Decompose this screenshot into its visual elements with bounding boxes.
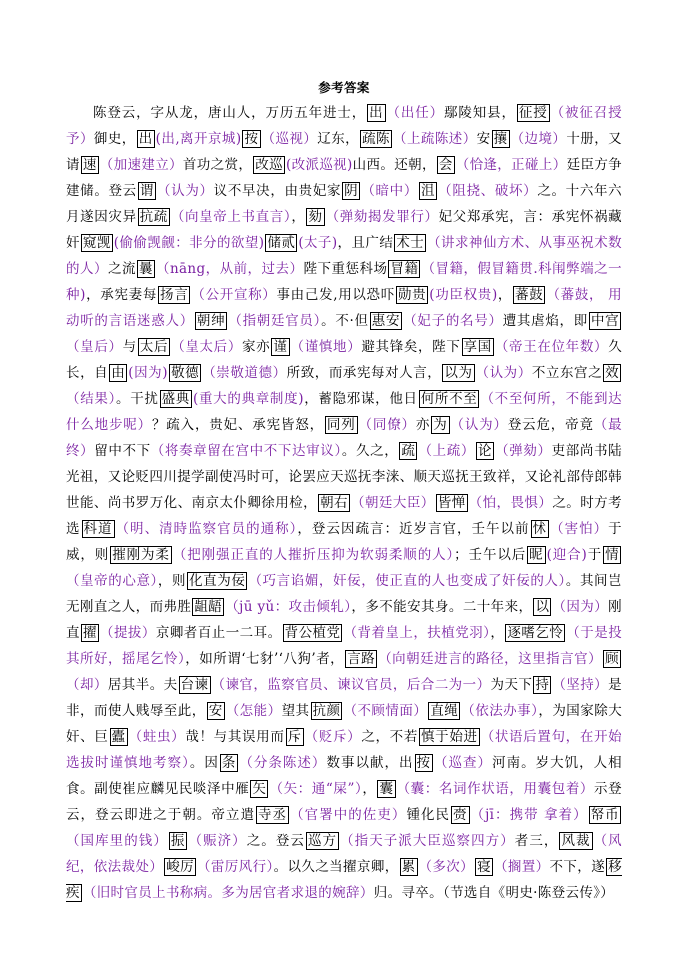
boxed-term: 顾 <box>605 651 619 667</box>
annotation: （皇帝的心意） <box>66 573 158 589</box>
boxed-term: 以为 <box>444 365 473 381</box>
passage-text: 京卿者百止一二耳。 <box>155 625 282 641</box>
passage-text: 久长，自 <box>66 339 623 381</box>
boxed-term: 曩 <box>138 261 153 277</box>
passage-text: ，多不能安其身。二十年来， <box>351 599 533 615</box>
boxed-term: 由 <box>111 365 126 381</box>
boxed-term: 惠安 <box>371 313 401 329</box>
boxed-term: 中宫 <box>590 313 620 329</box>
passage-text: ， <box>291 209 306 225</box>
boxed-term: 享国 <box>463 339 492 355</box>
passage-text: 刚直 <box>66 599 622 641</box>
boxed-term: 为 <box>433 417 448 433</box>
boxed-term: 直绳 <box>430 703 459 719</box>
annotation: (重大的典章制度) <box>192 391 304 407</box>
boxed-term: 安 <box>208 703 223 719</box>
boxed-term: 帑币 <box>590 807 619 823</box>
annotation: （贬斥） <box>304 729 362 745</box>
boxed-term: 情 <box>605 547 619 563</box>
passage-text: 陈登云，字从龙，唐山人，万历五年进士， <box>93 105 367 121</box>
boxed-term: 寺丞 <box>258 807 288 823</box>
annotation: （多次） <box>418 859 475 875</box>
boxed-term: 抗颜 <box>312 703 341 719</box>
annotation: （恰逢，正碰上） <box>455 157 567 173</box>
annotation: （阻挠、破坏） <box>438 183 538 199</box>
boxed-term: 怵 <box>532 521 548 537</box>
passage-text: ， <box>490 625 505 641</box>
passage-text: ，且广结 <box>337 235 394 251</box>
annotation: （出任） <box>386 105 444 121</box>
boxed-term: 蕃鼓 <box>515 287 544 303</box>
annotation: （囊：名词作状语，用囊包着） <box>396 781 595 797</box>
boxed-term: 盛典 <box>161 391 190 407</box>
passage-text: 与 <box>122 339 137 355</box>
boxed-term: 储贰 <box>267 235 296 251</box>
boxed-term: 囊 <box>379 781 394 797</box>
boxed-term: 累 <box>401 859 416 875</box>
annotation: （认为） <box>450 417 508 433</box>
annotation: （加速建立） <box>99 157 183 173</box>
passage-text: 于威，则 <box>66 521 622 563</box>
boxed-term: 疏陈 <box>362 131 390 147</box>
boxed-term: 峻厉 <box>166 859 195 875</box>
boxed-term: 阴 <box>344 183 359 199</box>
boxed-term: 科道 <box>83 521 113 537</box>
boxed-term: 风裁 <box>561 833 591 849</box>
annotation: （背着皇上，扶植党羽） <box>343 625 491 641</box>
boxed-term: 太后 <box>139 339 169 355</box>
boxed-term: 以 <box>535 599 550 615</box>
annotation: （旧时官员上书称病。多为居官者求退的婉辞） <box>82 885 374 901</box>
boxed-term: 疏 <box>401 443 416 459</box>
passage-text: 为天下 <box>490 677 533 693</box>
annotation: （于是投其所好，摇尾乞怜） <box>66 625 623 667</box>
annotation: （依法办事） <box>461 703 539 719</box>
annotation: (改派巡视) <box>285 157 353 173</box>
passage-text: 陛下重惩科场 <box>303 261 388 277</box>
annotation: （指朝廷官员） <box>228 313 322 329</box>
annotation: （国库里的钱） <box>66 833 168 849</box>
boxed-term: 移疾 <box>66 859 622 901</box>
boxed-term: 赍 <box>453 807 468 823</box>
annotation: （明、清時监察官员的通称） <box>115 521 298 537</box>
passage-text: 示登云，登云即进之于朝。帝立遣 <box>66 781 622 823</box>
annotation: （nāng，从前，过去） <box>155 261 304 277</box>
passage-text: ，承宪妻每 <box>85 287 158 303</box>
annotation: （冒籍，假冒籍贯.科闱弊端之一种) <box>66 261 622 303</box>
boxed-term: 窥觊 <box>82 235 111 251</box>
boxed-term: 抗疏 <box>139 209 168 225</box>
annotation: （妃子的名号） <box>403 313 503 329</box>
boxed-term: 扬言 <box>160 287 189 303</box>
passage-text: 所致，而承宪每对人言， <box>286 365 442 381</box>
annotation: （向朝廷进言的路径，这里指言官） <box>378 651 603 667</box>
annotation: （向皇帝上书直言） <box>170 209 292 225</box>
annotation: (迎合) <box>546 547 588 563</box>
annotation: （弹劾） <box>495 443 552 459</box>
passage-text: 于 <box>587 547 603 563</box>
annotation: （蛀虫） <box>128 729 186 745</box>
passage-text: ，如所谓‘七豺’‘八狗’者， <box>185 651 345 667</box>
annotation: （谨慎地） <box>290 339 362 355</box>
boxed-term: 昵 <box>529 547 544 563</box>
boxed-term: 术士 <box>396 235 425 251</box>
passage-text: 者三， <box>514 833 559 849</box>
page-title: 参考答案 <box>318 80 370 95</box>
passage-text: ，则 <box>157 573 187 589</box>
annotated-passage <box>66 100 622 906</box>
boxed-term: 出 <box>138 131 153 147</box>
annotation: （分条陈述） <box>239 755 327 771</box>
boxed-term: 勋贵 <box>397 287 427 303</box>
passage-text: 安 <box>476 131 491 147</box>
annotation: （害怕） <box>550 521 609 537</box>
passage-text: 之。登云 <box>246 833 305 849</box>
passage-text: 之流 <box>107 261 136 277</box>
annotation: （搁置） <box>493 859 550 875</box>
annotation: （指天子派大臣巡察四方） <box>340 833 515 849</box>
boxed-term: 擢 <box>82 625 97 641</box>
boxed-term: 何所不至 <box>420 391 478 407</box>
passage-text: 。因 <box>189 755 219 771</box>
boxed-term: 台谏 <box>180 677 209 693</box>
boxed-term: 敬德 <box>170 365 200 381</box>
boxed-term: 逐嗜乞怜 <box>507 625 564 641</box>
annotation: （风纪，依法裁处） <box>66 833 623 875</box>
passage-text: 锺化民 <box>406 807 451 823</box>
boxed-term: 背公植党 <box>284 625 341 641</box>
boxed-term: 化直为佞 <box>189 573 246 589</box>
passage-text: 。久之， <box>341 443 399 459</box>
boxed-term: 征授 <box>518 105 548 121</box>
annotation: （jī：携带 拿着） <box>470 807 588 823</box>
boxed-term: 摧刚为柔 <box>112 547 170 563</box>
annotation: （提拔） <box>99 625 156 641</box>
boxed-term: 攘 <box>493 131 508 147</box>
annotation: （矢：通“屎”） <box>269 781 363 797</box>
passage-text: 之，不若 <box>361 729 419 745</box>
boxed-term: 寝 <box>477 859 491 875</box>
boxed-term: 按 <box>244 131 259 147</box>
passage-text: ， <box>362 781 377 797</box>
passage-text: 廷臣方争建储。登云 <box>66 157 623 199</box>
annotation: （雷厉风行） <box>197 859 274 875</box>
annotation: (功臣权贵) <box>429 287 498 303</box>
annotation: （公开宣称） <box>191 287 277 303</box>
passage-text: 望其 <box>281 703 310 719</box>
annotation: （朝廷大臣） <box>351 495 435 511</box>
passage-text: 亦 <box>415 417 431 433</box>
annotation: （官署中的佐吏） <box>290 807 407 823</box>
annotation: （jū yǔ：攻击倾轧） <box>225 599 352 615</box>
passage-text: 归。寻卒。（节选自《明史·陈登云传》） <box>373 885 615 901</box>
passage-text: 妃父郑承宪，言：承宪怀祸藏奸 <box>66 209 623 251</box>
annotation: （崇敬道德） <box>202 365 287 381</box>
passage-text: 。以久之当擢京卿， <box>273 859 399 875</box>
boxed-term: 同列 <box>326 417 356 433</box>
annotation: (太子) <box>298 235 338 251</box>
passage-text: 。其间岂无刚直之人，而弗胜 <box>66 573 622 615</box>
annotation: （边境） <box>510 131 567 147</box>
annotation: (出,离开京城) <box>155 131 242 147</box>
annotation: （坚持） <box>552 677 609 693</box>
boxed-term: 慎于始进 <box>421 729 478 745</box>
annotation: （怕，畏惧） <box>468 495 553 511</box>
annotation: （状语后置句，在开始选拔时谨慎地考察） <box>66 729 623 771</box>
annotation: （暗中） <box>361 183 418 199</box>
annotation: （不顾情面） <box>343 703 428 719</box>
boxed-term: 冒籍 <box>390 261 419 277</box>
annotation: (偷偷觊觎：非分的欲望) <box>113 235 265 251</box>
boxed-term: 改巡 <box>255 157 283 173</box>
annotation: （因为） <box>552 599 609 615</box>
boxed-term: 按 <box>416 755 432 771</box>
annotation: （蕃鼓， 用动听的言语迷惑人） <box>66 287 623 329</box>
passage-text: ，登云因疏言：近岁言官，壬午以前 <box>297 521 530 537</box>
boxed-term: 效 <box>605 365 620 381</box>
annotation: （巧言谄媚，奸佞，使正直的人也变成了奸佞的人） <box>248 573 566 589</box>
boxed-term: 论 <box>478 443 493 459</box>
boxed-term: 巡方 <box>307 833 338 849</box>
annotation: （巡查） <box>434 755 493 771</box>
passage-text: 居其半。夫 <box>107 677 178 693</box>
boxed-term: 会 <box>438 157 453 173</box>
boxed-term: 条 <box>221 755 237 771</box>
annotation: （被征召授予） <box>66 105 622 147</box>
passage-text: 。不·但 <box>321 313 369 329</box>
passage-text: 首功之赏， <box>182 157 253 173</box>
annotation: (因为) <box>128 365 168 381</box>
boxed-term: 蠹 <box>111 729 126 745</box>
passage-text: 辽东， <box>317 131 360 147</box>
passage-text: 。干扰 <box>116 391 159 407</box>
boxed-term: 朝右 <box>320 495 349 511</box>
passage-text: 之。十六年六月遂因灾异 <box>66 183 623 225</box>
passage-text: 家亦 <box>242 339 271 355</box>
boxed-term: 振 <box>170 833 186 849</box>
annotation: （认为） <box>157 183 214 199</box>
passage-text: 遭其虐焰，即 <box>502 313 588 329</box>
passage-text: 河南。岁大饥，人相食。副使崔应麟见民啖泽中雁 <box>66 755 623 797</box>
boxed-term: 矢 <box>252 781 267 797</box>
annotation: （皇太后） <box>171 339 243 355</box>
annotation: （巡视） <box>261 131 318 147</box>
annotation: （却） <box>66 677 108 693</box>
annotation: （认为） <box>475 365 532 381</box>
passage-text: ？疏入，贵妃、承宪皆怒， <box>151 417 324 433</box>
passage-text: 不立东宫之 <box>531 365 603 381</box>
passage-text: 鄢陵知县， <box>444 105 516 121</box>
passage-text: ， <box>497 287 513 303</box>
answer-page <box>66 78 622 906</box>
passage-text: 数事以献，出 <box>326 755 414 771</box>
annotation: （最终） <box>66 417 622 459</box>
passage-text: 不下，遂 <box>549 859 606 875</box>
annotation: （讲求神仙方术、从事巫祝术数的人） <box>66 235 623 277</box>
passage-text: 山西。还朝， <box>352 157 436 173</box>
boxed-term: 谓 <box>139 183 154 199</box>
passage-text: 御史， <box>93 131 136 147</box>
annotation: （怎能） <box>225 703 282 719</box>
passage-text: 吏部尚书陆光祖，又论贬四川提学副使冯时可，论罢应天巡抚李涞、顺天巡抚王致祥，又论礼部侍郎韩世能、尚书罗万化、南京太仆卿徐用检， <box>66 443 623 511</box>
boxed-term: 劾 <box>308 209 323 225</box>
annotation: （赈济） <box>188 833 247 849</box>
boxed-term: 谨 <box>273 339 288 355</box>
boxed-term: 沮 <box>421 183 436 199</box>
boxed-term: 言路 <box>347 651 376 667</box>
passage-text: 议不早决，由贵妃家 <box>213 183 342 199</box>
annotation: （帝王在位年数） <box>494 339 609 355</box>
annotation: （上疏） <box>418 443 475 459</box>
annotation: （皇后） <box>66 339 123 355</box>
boxed-term: 斥 <box>287 729 302 745</box>
boxed-term: 持 <box>535 677 550 693</box>
passage-text: 事由己发,用以恐吓 <box>276 287 395 303</box>
passage-text: 是非，而使人贱辱至此， <box>66 677 622 719</box>
passage-text: 之。时方考选 <box>66 495 622 537</box>
passage-text: 哉！与其误用而 <box>185 729 285 745</box>
passage-text: ，为国家除大奸、巨 <box>66 703 623 745</box>
annotation: （把刚强正直的人摧折压抑为软弱柔顺的人） <box>172 547 455 563</box>
boxed-term: 出 <box>369 105 384 121</box>
annotation: （谏官，监察官员、谏议官员，后合二为一） <box>211 677 491 693</box>
boxed-term: 龃龉 <box>194 599 223 615</box>
annotation: （上疏陈述） <box>393 131 477 147</box>
boxed-term: 皆惮 <box>437 495 466 511</box>
passage-text: 避其锋矣，陛下 <box>361 339 461 355</box>
annotation: （弹劾揭发罪行） <box>325 209 439 225</box>
passage-text: 十册，又请 <box>66 131 623 173</box>
annotation: （同僚） <box>358 417 416 433</box>
passage-text: 留中不下 <box>94 443 151 459</box>
annotation: （不至何所，不能到达什么地步呢） <box>66 391 623 433</box>
passage-text: 登云危，帝竟 <box>507 417 594 433</box>
passage-text: ；壬午以后 <box>454 547 527 563</box>
boxed-term: 朝绅 <box>196 313 226 329</box>
annotation: （结果） <box>66 391 117 407</box>
boxed-term: 速 <box>82 157 97 173</box>
annotation: （将奏章留在宫中不下达审议） <box>150 443 342 459</box>
passage-text: ，蓄隐邪谋，他日 <box>303 391 418 407</box>
